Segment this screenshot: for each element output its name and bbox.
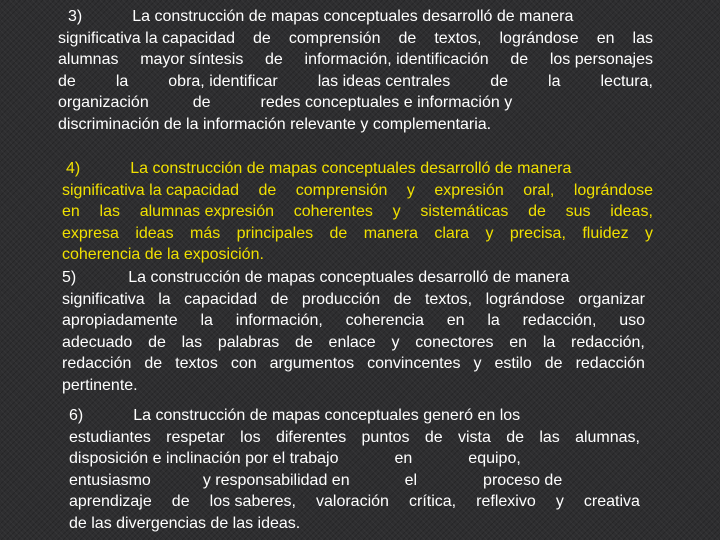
word: disposición e inclinación por el trabajo bbox=[69, 450, 339, 467]
word: de bbox=[510, 51, 529, 68]
paragraph-4-number: 4) bbox=[66, 160, 81, 177]
word: de bbox=[490, 72, 509, 90]
paragraph-5-line-3 bbox=[62, 310, 645, 332]
word: apropiadamente bbox=[62, 312, 178, 329]
paragraph-5-number: 5) bbox=[62, 269, 77, 286]
word: la bbox=[200, 312, 213, 329]
paragraph-4-line-2 bbox=[62, 180, 653, 202]
word: en bbox=[509, 333, 528, 351]
word: reflexivo bbox=[476, 493, 536, 510]
word: precisa, bbox=[509, 224, 566, 242]
word: las ideas centrales bbox=[317, 72, 451, 90]
paragraph-5-line-2 bbox=[62, 289, 645, 311]
paragraph-6 bbox=[69, 405, 640, 534]
paragraph-6-line-3 bbox=[69, 448, 640, 470]
paragraph-3-line-6 bbox=[58, 114, 653, 136]
word: las bbox=[539, 428, 560, 446]
word: vista bbox=[457, 428, 491, 446]
word: redacción, bbox=[571, 333, 645, 351]
word: textos bbox=[175, 355, 218, 372]
word: redacción bbox=[62, 355, 132, 372]
word: textos, bbox=[434, 29, 482, 47]
word: clara bbox=[434, 224, 470, 242]
word: redacción bbox=[575, 355, 645, 372]
word: de bbox=[258, 181, 277, 199]
paragraph-5-line-1 bbox=[62, 267, 645, 289]
word: entusiasmo bbox=[69, 471, 151, 489]
word: comprensión bbox=[295, 181, 388, 199]
word: de bbox=[253, 29, 271, 47]
word: manera bbox=[363, 224, 418, 242]
paragraph-6-number: 6) bbox=[69, 407, 84, 424]
paragraph-3-line-1 bbox=[58, 6, 653, 28]
word: convincentes bbox=[367, 355, 461, 372]
paragraph-4-line-3 bbox=[62, 201, 653, 223]
word: de bbox=[148, 333, 166, 351]
paragraph-6-line-4 bbox=[69, 470, 640, 492]
word: con bbox=[230, 355, 257, 372]
word: sus bbox=[565, 203, 591, 220]
word: de bbox=[544, 355, 563, 372]
paragraph-4-line-1 bbox=[62, 158, 653, 180]
word: enlace bbox=[328, 333, 376, 351]
word: textos, bbox=[424, 290, 473, 308]
word: de bbox=[144, 355, 163, 372]
word: de bbox=[270, 290, 289, 308]
paragraph-6-line-1 bbox=[69, 405, 640, 427]
word: alumnas, bbox=[575, 428, 640, 446]
paragraph-3-text: La construcción de mapas conceptuales desarrolló de manera bbox=[132, 8, 574, 25]
word: de bbox=[329, 224, 348, 242]
word: alumnas expresión bbox=[139, 203, 274, 220]
word: y bbox=[485, 224, 494, 242]
word: conectores bbox=[415, 333, 494, 351]
word: lográndose bbox=[499, 29, 579, 47]
word: sistemáticas bbox=[420, 203, 509, 220]
paragraph-4-line-5 bbox=[62, 244, 653, 266]
paragraph-4 bbox=[62, 158, 653, 266]
word: información, identificación bbox=[304, 51, 489, 68]
paragraph-3-text: discriminación de la información relevante y complementaria. bbox=[58, 115, 492, 133]
paragraph-3-text: redes conceptuales e información y bbox=[260, 94, 513, 111]
word: proceso de bbox=[483, 471, 563, 489]
word: lectura, bbox=[600, 72, 653, 90]
word: organización bbox=[58, 94, 149, 111]
word: las bbox=[99, 203, 120, 220]
word: respetar bbox=[166, 428, 225, 446]
word: organizar bbox=[578, 290, 645, 308]
paragraph-6-text: La construcción de mapas conceptuales generó en los bbox=[133, 407, 521, 424]
word: en bbox=[62, 203, 80, 220]
word: adecuado bbox=[62, 333, 133, 351]
paragraph-4-text: coherencia de la exposición. bbox=[62, 246, 264, 263]
word: ideas bbox=[135, 224, 174, 242]
word: fluidez bbox=[582, 224, 629, 242]
word: lográndose bbox=[573, 181, 653, 199]
word: la bbox=[542, 333, 556, 351]
word: los personajes bbox=[549, 51, 653, 68]
word: de bbox=[192, 94, 211, 111]
word: producción bbox=[301, 290, 381, 308]
word: de bbox=[528, 203, 546, 220]
word: redacción, bbox=[522, 312, 597, 329]
word: y bbox=[473, 355, 482, 372]
word: significativa bbox=[62, 290, 145, 308]
paragraph-3 bbox=[58, 6, 653, 135]
word: y bbox=[392, 203, 401, 220]
paragraph-6-text: de las divergencias de las ideas. bbox=[69, 514, 301, 532]
paragraph-6-line-6 bbox=[69, 513, 640, 535]
word: las bbox=[181, 333, 203, 351]
word: el bbox=[404, 471, 418, 489]
word: lográndose bbox=[485, 290, 565, 308]
word: uso bbox=[619, 312, 645, 329]
paragraph-6-line-5 bbox=[69, 491, 640, 513]
word: crítica, bbox=[408, 493, 457, 510]
word: la bbox=[115, 72, 129, 90]
word: principales bbox=[236, 224, 314, 242]
word: la bbox=[487, 312, 500, 329]
paragraph-5 bbox=[62, 267, 645, 396]
word: mayor síntesis bbox=[140, 51, 244, 68]
paragraph-3-line-2 bbox=[58, 28, 653, 50]
word: palabras bbox=[217, 333, 280, 351]
word: argumentos bbox=[269, 355, 355, 372]
paragraph-3-number: 3) bbox=[68, 8, 83, 25]
word: equipo, bbox=[468, 450, 521, 467]
word: y bbox=[555, 493, 564, 510]
word: de bbox=[424, 428, 443, 446]
word: en bbox=[596, 29, 615, 47]
word: más bbox=[189, 224, 221, 242]
word: la bbox=[548, 72, 561, 90]
word: de bbox=[171, 493, 190, 510]
word: las bbox=[632, 29, 653, 47]
word: aprendizaje bbox=[69, 493, 152, 510]
word: puntos bbox=[361, 428, 410, 446]
paragraph-4-line-4 bbox=[62, 223, 653, 245]
word: diferentes bbox=[275, 428, 347, 446]
word: alumnas bbox=[58, 51, 119, 68]
paragraph-4-text: La construcción de mapas conceptuales desarrolló de manera bbox=[130, 160, 572, 177]
word: los saberes, bbox=[209, 493, 296, 510]
word: estudiantes bbox=[69, 428, 151, 446]
word: significativa la capacidad bbox=[58, 29, 235, 47]
word: comprensión bbox=[288, 29, 381, 47]
word: significativa la capacidad bbox=[62, 181, 239, 199]
word: y responsabilidad en bbox=[202, 471, 350, 489]
word: información, bbox=[235, 312, 323, 329]
paragraph-5-text: pertinente. bbox=[62, 376, 138, 394]
word: coherentes bbox=[293, 203, 373, 220]
paragraph-5-text: La construcción de mapas conceptuales desarrolló de manera bbox=[128, 269, 570, 286]
word: de bbox=[393, 290, 412, 308]
paragraph-3-line-4 bbox=[58, 71, 653, 93]
word: obra, identificar bbox=[168, 72, 278, 90]
word: capacidad bbox=[184, 290, 258, 308]
word: estilo bbox=[494, 355, 532, 372]
word: y bbox=[406, 181, 415, 199]
word: valoración bbox=[315, 493, 389, 510]
word: oral, bbox=[523, 181, 555, 199]
paragraph-5-line-5 bbox=[62, 353, 645, 375]
word: ideas, bbox=[610, 203, 653, 220]
word: expresión bbox=[434, 181, 504, 199]
word: en bbox=[446, 312, 465, 329]
paragraph-6-line-2 bbox=[69, 427, 640, 449]
word: la bbox=[158, 290, 171, 308]
word: de bbox=[506, 428, 524, 446]
word: coherencia bbox=[345, 312, 424, 329]
paragraph-5-line-4 bbox=[62, 332, 645, 354]
paragraph-3-line-5 bbox=[58, 92, 653, 114]
word: los bbox=[240, 428, 261, 446]
paragraph-5-line-6 bbox=[62, 375, 645, 397]
word: en bbox=[394, 450, 413, 467]
word: de bbox=[398, 29, 417, 47]
paragraph-3-line-3 bbox=[58, 49, 653, 71]
word: y bbox=[644, 224, 653, 242]
word: de bbox=[265, 51, 283, 68]
word: de bbox=[58, 72, 76, 90]
word: creativa bbox=[583, 493, 640, 510]
word: expresa bbox=[62, 224, 119, 242]
word: y bbox=[391, 333, 400, 351]
word: de bbox=[294, 333, 313, 351]
